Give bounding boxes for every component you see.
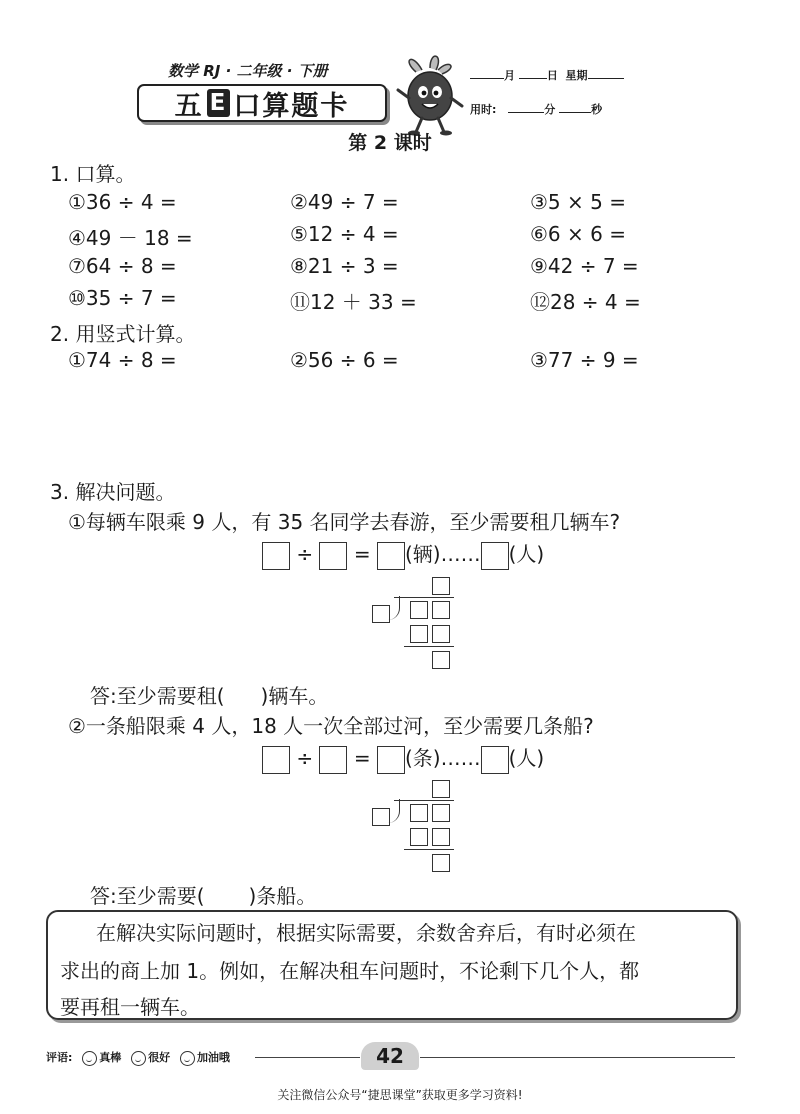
answer-suffix: )条船。 [248, 884, 317, 908]
oral-item: ④49 － 18 = [68, 226, 193, 250]
footer-divider-right [420, 1057, 735, 1058]
answer-box[interactable] [262, 542, 290, 570]
oral-item: ②49 ÷ 7 = [290, 190, 399, 214]
month-label: 月 [504, 69, 515, 82]
answer-prefix: 答:至少需要( [90, 884, 205, 908]
time-fields [470, 100, 602, 117]
oral-item: ⑧21 ÷ 3 = [290, 254, 399, 278]
oral-item: ⑨42 ÷ 7 = [530, 254, 639, 278]
problem2-long-division [370, 778, 460, 873]
oral-item: ⑥6 × 6 = [530, 222, 626, 246]
division-bar [394, 597, 454, 598]
dividend-box[interactable] [410, 601, 428, 619]
problem1-answer [90, 680, 328, 709]
divide-sign: ÷ [296, 746, 314, 770]
product-box[interactable] [410, 625, 428, 643]
answer-box[interactable] [319, 746, 347, 774]
section2-title: 2. 用竖式计算。 [50, 322, 196, 346]
date-fields [470, 66, 624, 83]
tip-line: 求出的商上加 1。例如，在解决租车问题时，不论剩下几个人，都 [60, 959, 640, 983]
dividend-box[interactable] [432, 804, 450, 822]
answer-box[interactable] [377, 746, 405, 774]
divisor-box[interactable] [372, 605, 390, 623]
problem2-equation [262, 744, 544, 774]
tip-line: 在解决实际问题时，根据实际需要，余数舍弃后，有时必须在 [96, 921, 636, 945]
good-face-icon [131, 1051, 146, 1066]
brand-prefix: 五 [174, 90, 204, 122]
remainder-box[interactable] [432, 651, 450, 669]
division-bar [394, 800, 454, 801]
weekday-blank[interactable] [588, 66, 624, 79]
product-box[interactable] [432, 828, 450, 846]
evaluation-row [46, 1049, 230, 1066]
subtraction-line [404, 849, 454, 850]
subtraction-line [404, 646, 454, 647]
quotient-box[interactable] [432, 780, 450, 798]
oral-item: ⑪12 ＋ 33 = [290, 290, 417, 314]
time-label: 用时: [470, 103, 497, 116]
answer-box[interactable] [481, 542, 509, 570]
brand-title [137, 84, 387, 122]
answer-suffix: )辆车。 [260, 684, 329, 708]
oral-item: ①36 ÷ 4 = [68, 190, 177, 214]
vertical-calc-item: ②56 ÷ 6 = [290, 348, 399, 372]
book-subtitle: 数学 RJ · 二年级 · 下册 [168, 62, 328, 80]
problem1-equation [262, 540, 544, 570]
minutes-label: 分 [544, 103, 556, 116]
dividend-box[interactable] [432, 601, 450, 619]
divide-sign: ÷ [296, 542, 314, 566]
brand-suffix: 口算题卡 [233, 90, 350, 122]
great-face-icon [82, 1051, 97, 1066]
day-label: 日 [546, 69, 558, 82]
unit-people: (人) [508, 746, 545, 770]
product-box[interactable] [410, 828, 428, 846]
eval-great: 真棒 [99, 1051, 122, 1064]
lesson-title: 第 2 课时 [348, 132, 432, 154]
wechat-note: 关注微信公众号“捷思课堂”获取更多学习资料! [277, 1088, 523, 1102]
oral-item: ⑫28 ÷ 4 = [530, 290, 641, 314]
answer-box[interactable] [319, 542, 347, 570]
weekday-label: 星期 [565, 69, 588, 82]
oral-item: ⑦64 ÷ 8 = [68, 254, 177, 278]
day-blank[interactable] [519, 66, 547, 79]
answer-box[interactable] [377, 542, 405, 570]
problem2-answer [90, 880, 316, 909]
answer-prefix: 答:至少需要租( [90, 684, 225, 708]
month-blank[interactable] [470, 66, 504, 79]
remainder-dots: …… [440, 746, 481, 770]
eval-label: 评语: [46, 1051, 73, 1064]
problem2-question: ②一条船限乘 4 人，18 人一次全部过河，至少需要几条船? [68, 714, 594, 738]
oral-item: ⑤12 ÷ 4 = [290, 222, 399, 246]
answer-box[interactable] [262, 746, 290, 774]
quotient-box[interactable] [432, 577, 450, 595]
section1-title: 1. 口算。 [50, 162, 136, 186]
unit-vehicles: (辆) [404, 542, 441, 566]
product-box[interactable] [432, 625, 450, 643]
page-number: 42 [361, 1042, 419, 1070]
divisor-box[interactable] [372, 808, 390, 826]
vertical-calc-item: ①74 ÷ 8 = [68, 348, 177, 372]
remainder-box[interactable] [432, 854, 450, 872]
problem1-question: ①每辆车限乘 9 人，有 35 名同学去春游，至少需要租几辆车? [68, 510, 621, 534]
unit-boats: (条) [404, 746, 441, 770]
unit-people: (人) [508, 542, 545, 566]
eval-keep-going: 加油哦 [196, 1051, 230, 1064]
remainder-dots: …… [440, 542, 481, 566]
equals-sign: = [353, 746, 371, 770]
answer-box[interactable] [481, 746, 509, 774]
oral-item: ③5 × 5 = [530, 190, 626, 214]
equals-sign: = [353, 542, 371, 566]
radish-mascot-icon [392, 50, 468, 136]
tip-line: 要再租一辆车。 [60, 995, 200, 1019]
cheer-face-icon [180, 1051, 195, 1066]
problem1-long-division [370, 575, 460, 670]
eval-good: 很好 [148, 1051, 171, 1064]
seconds-label: 秒 [591, 103, 603, 116]
oral-item: ⑩35 ÷ 7 = [68, 286, 177, 310]
section3-title: 3. 解决问题。 [50, 480, 176, 504]
footer-divider-left [255, 1057, 360, 1058]
vertical-calc-item: ③77 ÷ 9 = [530, 348, 639, 372]
seconds-blank[interactable] [559, 100, 591, 113]
brand-e-logo: E [207, 89, 231, 117]
dividend-box[interactable] [410, 804, 428, 822]
minutes-blank[interactable] [508, 100, 544, 113]
